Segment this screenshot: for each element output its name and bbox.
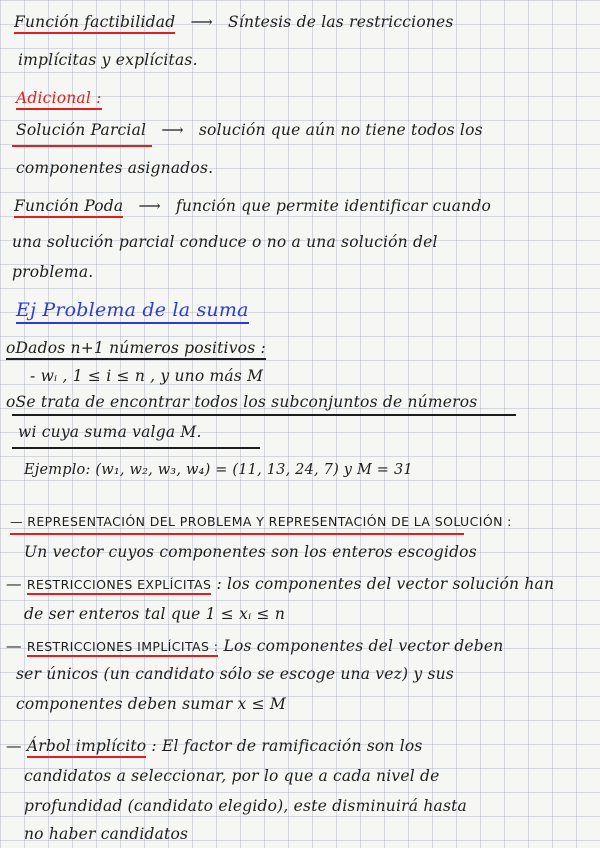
representation-text: Un vector cuyos componentes son los enteros escogidos <box>24 543 477 561</box>
prune-term: Función Poda <box>14 197 123 218</box>
representation-heading: — REPRESENTACIÓN DEL PROBLEMA Y REPRESENTACIÓN DE LA SOLUCIÓN : <box>10 514 512 529</box>
representation-underline <box>10 533 464 535</box>
explicit-line: — RESTRICCIONES EXPLÍCITAS : los componentes del vector solución han <box>6 575 555 593</box>
tree-text-2: candidatos a seleccionar, por lo que a cada nivel de <box>24 767 440 785</box>
partial-underline <box>12 145 152 147</box>
goal2-underline <box>12 447 260 449</box>
definition-term: Función factibilidad <box>14 13 175 34</box>
explicit-text-2: de ser enteros tal que 1 ≤ xᵢ ≤ n <box>24 605 286 623</box>
problem-given: oDados n+1 números positivos : <box>6 338 266 358</box>
partial-text-2: componentes asignados. <box>16 159 214 177</box>
definition-text: Síntesis de las restricciones <box>228 13 454 31</box>
definition-line <box>14 12 454 32</box>
example-instance: Ejemplo: (w₁, w₂, w₃, w₄) = (11, 13, 24, 7) y M = 31 <box>24 462 413 478</box>
explicit-text: : los componentes del vector solución han <box>216 575 555 593</box>
prune-text-3: problema. <box>12 263 94 281</box>
implicit-line: — RESTRICCIONES IMPLÍCITAS : Los componentes del vector deben <box>6 637 504 655</box>
partial-term: Solución Parcial <box>16 121 147 139</box>
tree-text: : El factor de ramificación son los <box>151 737 423 755</box>
explicit-heading: RESTRICCIONES EXPLÍCITAS <box>27 577 211 595</box>
implicit-heading: RESTRICCIONES IMPLÍCITAS : <box>27 639 218 657</box>
implicit-text: Los componentes del vector deben <box>223 637 504 655</box>
arrow-icon: ⟶ <box>138 197 161 215</box>
partial-line <box>16 120 483 140</box>
tree-text-4: no haber candidatos <box>24 825 189 843</box>
problem-goal: oSe trata de encontrar todos los subconjuntos de números <box>6 393 478 411</box>
arrow-icon: ⟶ <box>161 121 184 139</box>
example-heading: Ej Problema de la suma <box>16 300 249 320</box>
problem-goal-2: wi cuya suma valga M. <box>18 423 202 441</box>
implicit-text-2: ser únicos (un candidato sólo se escoge una vez) y sus <box>16 665 454 683</box>
arrow-icon: ⟶ <box>190 13 213 31</box>
additional-label: Adicional : <box>16 88 102 108</box>
definition-text-2: implícitas y explícitas. <box>18 51 198 69</box>
tree-text-3: profundidad (candidato elegido), este disminuirá hasta <box>24 797 467 815</box>
partial-text: solución que aún no tiene todos los <box>198 121 483 139</box>
goal-underline <box>12 414 516 416</box>
prune-text-2: una solución parcial conduce o no a una solución del <box>12 233 438 251</box>
prune-line <box>14 196 491 216</box>
tree-line: — Árbol implícito : El factor de ramificación son los <box>6 736 423 756</box>
prune-text: función que permite identificar cuando <box>176 197 491 215</box>
problem-weights: - wᵢ , 1 ≤ i ≤ n , y uno más M <box>30 367 264 385</box>
implicit-text-3: componentes deben sumar x ≤ M <box>16 695 286 713</box>
tree-heading: Árbol implícito <box>27 737 146 758</box>
